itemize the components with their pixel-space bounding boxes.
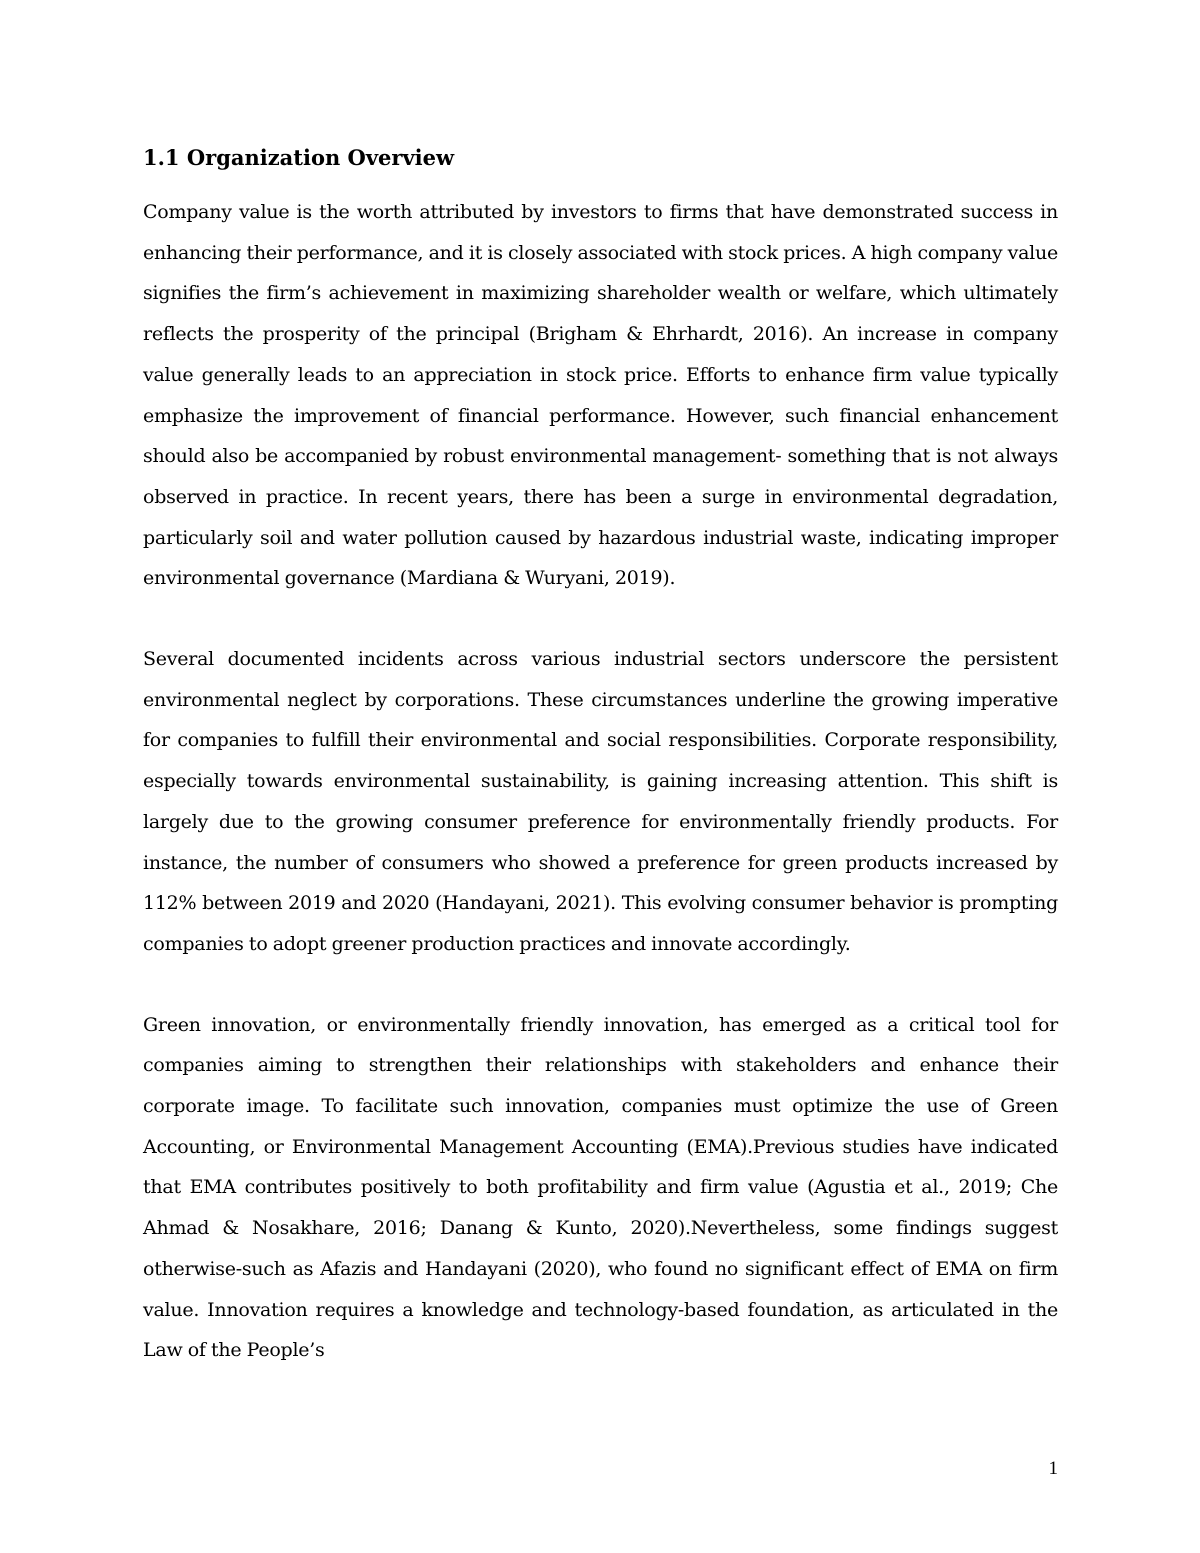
section-heading: 1.1 Organization Overview xyxy=(143,145,455,170)
paragraph-company-value: Company value is the worth attributed by investors to firms that have demonstrated success in enhancing their performance, and it is closely associated with stock prices. A high company value signifies the firm’s achievement in maximizing shareholder wealth or welfare, which ultimately reflects the prosperity of the principal (Brigham & Ehrhardt, 2016). An increase in company value generally leads to an appreciation in stock price. Efforts to enhance firm value typically emphasize the improvement of financial performance. However, such financial enhancement should also be accompanied by robust environmental management- something that is not always observed in practice. In recent years, there has been a surge in environmental degradation, particularly soil and water pollution caused by hazardous industrial waste, indicating improper environmental governance (Mardiana & Wuryani, 2019). xyxy=(143,201,1058,590)
paragraph-environmental-neglect: Several documented incidents across various industrial sectors underscore the persistent environmental neglect by corporations. These circumstances underline the growing imperative for companies to fulfill their environmental and social responsibilities. Corporate responsibility, especially towards environmental sustainability, is gaining increasing attention. This shift is largely due to the growing consumer preference for environmentally friendly products. For instance, the number of consumers who showed a preference for green products increased by 112% between 2019 and 2020 (Handayani, 2021). This evolving consumer behavior is prompting companies to adopt greener production practices and innovate accordingly. xyxy=(143,648,1058,955)
paragraph-green-innovation: Green innovation, or environmentally friendly innovation, has emerged as a critical tool for companies aiming to strengthen their relationships with stakeholders and enhance their corporate image. To facilitate such innovation, companies must optimize the use of Green Accounting, or Environmental Management Accounting (EMA).Previous studies have indicated that EMA contributes positively to both profitability and firm value (Agustia et al., 2019; Che Ahmad & Nosakhare, 2016; Danang & Kunto, 2020).Nevertheless, some findings suggest otherwise-such as Afazis and Handayani (2020), who found no significant effect of EMA on firm value. Innovation requires a knowledge and technology-based foundation, as articulated in the Law of the People’s xyxy=(143,1013,1058,1362)
page-number: 1 xyxy=(1048,1458,1058,1479)
page-content xyxy=(143,142,1058,1411)
